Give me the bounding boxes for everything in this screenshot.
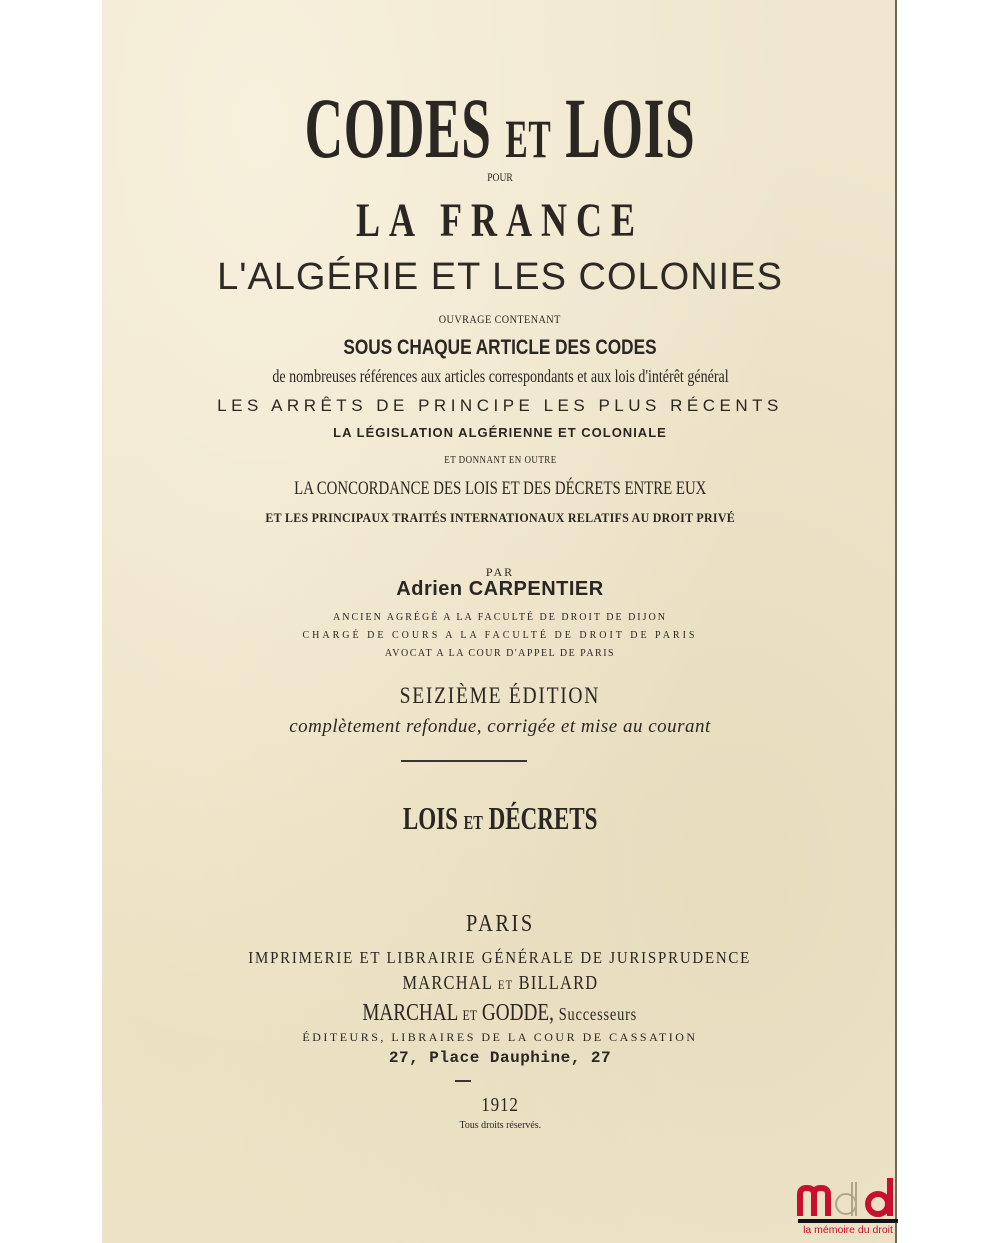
main-title [0, 78, 1000, 178]
divider-rule [401, 760, 527, 762]
publisher-imprimerie: IMPRIMERIE ET LIBRAIRIE GÉNÉRALE DE JURISPRUDENCE [248, 948, 752, 967]
publisher-marchal-godde [0, 1000, 1000, 1027]
publisher-marchal-billard [0, 972, 1000, 995]
mdd-tagline: la mémoire du droit [803, 1224, 893, 1236]
author-name: Adrien CARPENTIER [396, 578, 604, 600]
publisher-address: 27, Place Dauphine, 27 [388, 1049, 612, 1067]
publisher-city: PARIS [465, 911, 535, 937]
par-label: PAR [485, 565, 515, 579]
author-qualification: CHARGÉ DE COURS A LA FACULTÉ DE DROIT DE PARIS [302, 630, 698, 641]
title-pour: POUR [487, 170, 513, 184]
title-lois: LOIS [565, 80, 696, 176]
sous-chaque-article: SOUS CHAQUE ARTICLE DES CODES [343, 336, 657, 359]
publisher-name: MARCHAL [402, 972, 493, 994]
rights-notice: Tous droits réservés. [459, 1119, 541, 1131]
volume-decrets: DÉCRETS [488, 800, 598, 836]
donnant-en-outre: ET DONNANT EN OUTRE [443, 455, 557, 466]
volume-et: ET [463, 812, 483, 834]
legislation-algerienne: LA LÉGISLATION ALGÉRIENNE ET COLONIALE [333, 425, 667, 440]
divider-dash [455, 1080, 471, 1082]
title-et: ET [505, 109, 552, 169]
mdd-logo-mark [796, 1176, 900, 1224]
edition-subtitle: complètement refondue, corrigée et mise au courant [289, 716, 711, 737]
title-la-france: LA FRANCE [355, 194, 645, 247]
publisher-successeurs: Successeurs [558, 1004, 638, 1024]
title-algerie: L'ALGÉRIE ET LES COLONIES [217, 256, 783, 298]
publisher-name: BILLARD [518, 972, 598, 994]
edition-title: SEIZIÈME ÉDITION [399, 683, 601, 708]
ouvrage-contenant: OUVRAGE CONTENANT [439, 312, 561, 326]
traites-internationaux: ET LES PRINCIPAUX TRAITÉS INTERNATIONAUX RELATIFS AU DROIT PRIVÉ [265, 510, 735, 525]
volume-title [0, 800, 1000, 837]
publisher-name: GODDE, [482, 1000, 555, 1026]
author-qualification: ANCIEN AGRÉGÉ A LA FACULTÉ DE DROIT DE DIJON [333, 612, 667, 623]
volume-lois: LOIS [402, 800, 458, 836]
publication-year: 1912 [481, 1094, 519, 1116]
publisher-et: ET [462, 1008, 478, 1024]
publisher-editeurs: ÉDITEURS, LIBRAIRES DE LA COUR DE CASSATION [302, 1030, 698, 1044]
publisher-name: MARCHAL [362, 1000, 458, 1026]
title-codes: CODES [304, 80, 492, 176]
author-qualification: AVOCAT A LA COUR D'APPEL DE PARIS [384, 648, 616, 659]
arrets-de-principe: LES ARRÊTS DE PRINCIPE LES PLUS RÉCENTS [217, 396, 783, 415]
concordance-des-lois: LA CONCORDANCE DES LOIS ET DES DÉCRETS ENTRE EUX [293, 478, 707, 499]
nombreuses-references: de nombreuses références aux articles correspondants et aux lois d'intérêt général [271, 366, 729, 386]
publisher-et: ET [497, 977, 513, 992]
mdd-logo [796, 1176, 900, 1238]
